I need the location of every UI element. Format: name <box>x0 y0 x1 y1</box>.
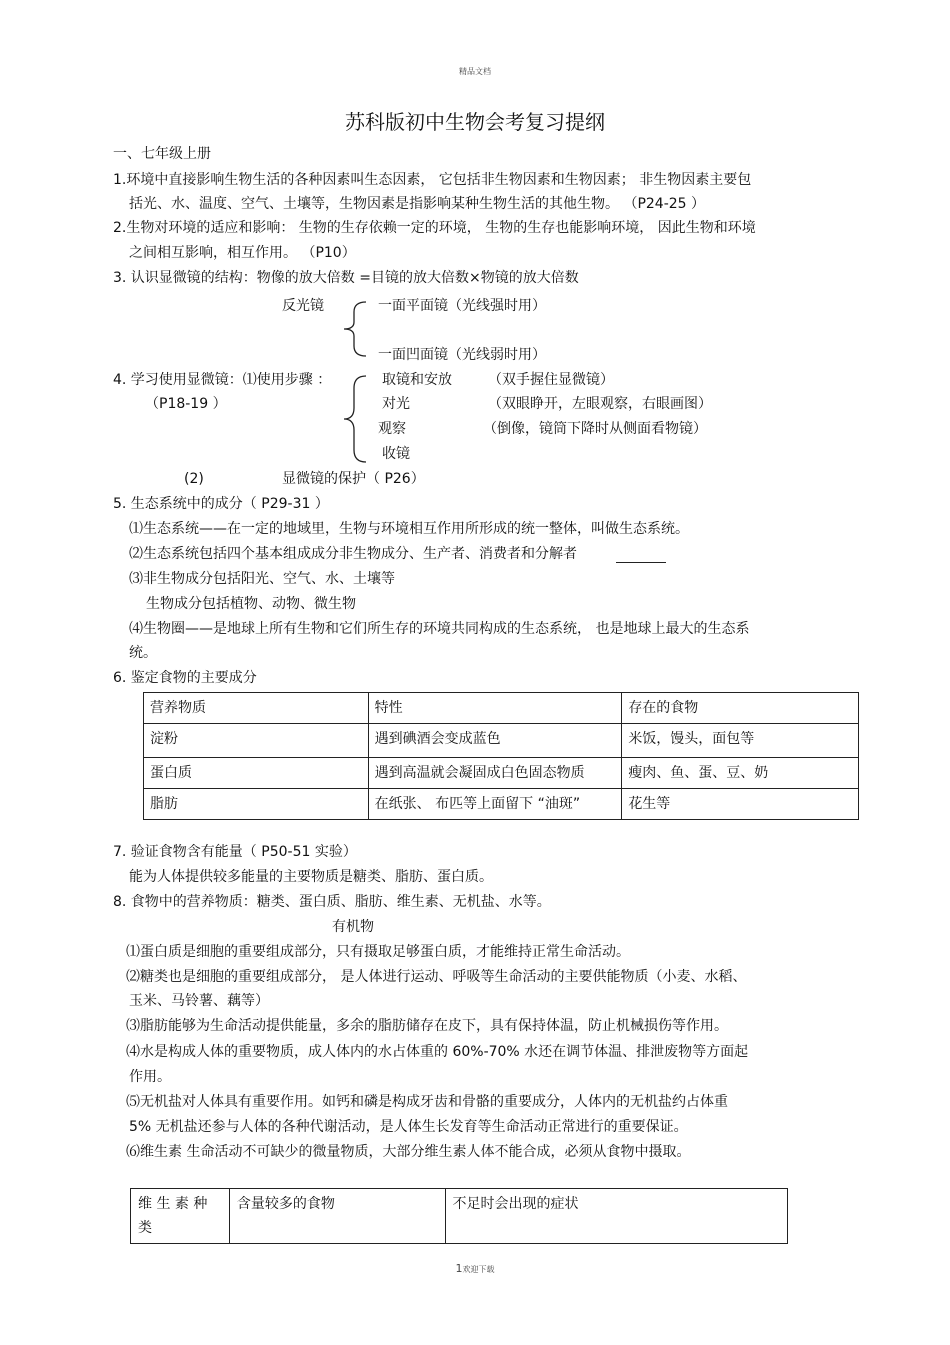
paragraph: 括光、水、温度、空气、土壤等，生物因素是指影响某种生物生活的其他生物。 （P24-25 ） <box>129 196 706 212</box>
paragraph: ⑴蛋白质是细胞的重要组成部分，只有摄取足够蛋白质，才能维持正常生命活动。 <box>126 944 630 960</box>
paragraph: 7. 验证食物含有能量（ P50-51 实验） <box>113 844 357 860</box>
brace-icon <box>340 374 370 464</box>
table-header-cell: 不足时会出现的症状 <box>445 1189 787 1244</box>
paragraph: 8. 食物中的营养物质：糖类、蛋白质、脂肪、维生素、无机盐、水等。 <box>113 894 551 910</box>
paragraph: 5. 生态系统中的成分（ P29-31 ） <box>113 496 329 512</box>
table-row <box>144 758 859 789</box>
table-row <box>144 789 859 820</box>
table-cell: 在纸张、 布匹等上面留下 “油斑” <box>368 789 622 820</box>
section-heading: 一、七年级上册 <box>113 146 211 162</box>
blank-line <box>616 562 666 563</box>
paragraph: 5% 无机盐还参与人体的各种代谢活动，是人体生长发育等生命活动正常进行的重要保证。 <box>129 1119 688 1135</box>
table-header-cell: 维 生 素 种 类 <box>131 1189 230 1244</box>
table-cell: 脂肪 <box>144 789 369 820</box>
step-note: （倒像，镜筒下降时从侧面看物镜） <box>483 421 707 437</box>
paragraph: ⑷水是构成人体的重要物质，成人体内的水占体重的 60%-70% 水还在调节体温、排泄废物等方面起 <box>126 1044 749 1060</box>
vitamin-table <box>130 1188 788 1244</box>
table-header-row <box>144 693 859 724</box>
paragraph: ⑸无机盐对人体具有重要作用。如钙和磷是构成牙齿和骨骼的重要成分，人体内的无机盐约占体重 <box>126 1094 728 1110</box>
table-header-cell: 特性 <box>368 693 622 724</box>
brace-icon <box>340 300 370 358</box>
mirror-label: 反光镜 <box>282 298 324 314</box>
mirror-concave: 一面凹面镜（光线弱时用） <box>378 347 546 363</box>
paragraph: 3. 认识显微镜的结构：物像的放大倍数 =目镜的放大倍数×物镜的放大倍数 <box>113 270 579 286</box>
table-header-cell: 营养物质 <box>144 693 369 724</box>
table-cell: 花生等 <box>622 789 859 820</box>
step-note: （双眼睁开，左眼观察，右眼画图） <box>488 396 712 412</box>
paragraph: ⑴生态系统——在一定的地域里，生物与环境相互作用所形成的统一整体，叫做生态系统。 <box>129 521 689 537</box>
paragraph: ⑶非生物成分包括阳光、空气、水、土壤等 <box>129 571 395 587</box>
step-label: 收镜 <box>382 446 410 462</box>
page-title: 苏科版初中生物会考复习提纲 <box>345 110 605 134</box>
table-cell: 米饭，馒头，面包等 <box>622 724 859 758</box>
paragraph: ⑹维生素 生命活动不可缺少的微量物质，大部分维生素人体不能合成，必须从食物中摄取。 <box>126 1144 691 1160</box>
food-test-table <box>143 692 859 820</box>
paragraph: 之间相互影响，相互作用。 （P10） <box>129 245 356 261</box>
paragraph: ⑷生物圈——是地球上所有生物和它们所生存的环境共同构成的生态系统， 也是地球上最大的生态系 <box>129 621 750 637</box>
paragraph: 1.环境中直接影响生物生活的各种因素叫生态因素， 它包括非生物因素和生物因素； 非生物因素主要包 <box>113 172 752 188</box>
step-note: （双手握住显微镜） <box>488 372 614 388</box>
step-label: 取镜和安放 <box>382 372 452 388</box>
table-cell: 瘦肉、鱼、蛋、豆、奶 <box>622 758 859 789</box>
paragraph: 4. 学习使用显微镜：⑴使用步骤 ： <box>113 372 332 388</box>
paragraph: 生物成分包括植物、动物、微生物 <box>146 596 356 612</box>
table-header-row <box>131 1189 788 1244</box>
table-header-cell: 含量较多的食物 <box>229 1189 445 1244</box>
step-label: 观察 <box>378 421 406 437</box>
paragraph: ⑵生态系统包括四个基本组成成分非生物成分、生产者、消费者和分解者 <box>129 546 577 562</box>
paragraph: 统。 <box>129 645 157 661</box>
page-header: 精品文档 <box>459 67 491 76</box>
footer-text: 欢迎下载 <box>462 1265 495 1274</box>
paragraph: 2.生物对环境的适应和影响： 生物的生存依赖一定的环境， 生物的生存也能影响环境， 因此生物和环境 <box>113 220 756 236</box>
table-cell: 遇到高温就会凝固成白色固态物质 <box>368 758 622 789</box>
table-cell: 遇到碘酒会变成蓝色 <box>368 724 622 758</box>
table-cell: 淀粉 <box>144 724 369 758</box>
table-cell: 蛋白质 <box>144 758 369 789</box>
paragraph: （P18-19 ） <box>145 396 227 412</box>
paragraph: 作用。 <box>129 1069 171 1085</box>
paragraph: 6. 鉴定食物的主要成分 <box>113 670 257 686</box>
paragraph: 玉米、马铃薯、藕等） <box>129 993 269 1009</box>
table-header-cell: 存在的食物 <box>622 693 859 724</box>
paragraph: ⑶脂肪能够为生命活动提供能量，多余的脂肪储存在皮下，具有保持体温，防止机械损伤等作用。 <box>126 1018 728 1034</box>
table-row <box>144 724 859 758</box>
paragraph: 显微镜的保护（ P26） <box>282 471 425 487</box>
paragraph: 能为人体提供较多能量的主要物质是糖类、脂肪、蛋白质。 <box>129 869 493 885</box>
step-label: 对光 <box>382 396 410 412</box>
annotation: 有机物 <box>332 919 374 935</box>
paragraph: ⑵糖类也是细胞的重要组成部分， 是人体进行运动、呼吸等生命活动的主要供能物质（小麦、水稻、 <box>126 969 747 985</box>
paragraph: (2) <box>184 471 204 487</box>
mirror-flat: 一面平面镜（光线强时用） <box>378 298 546 314</box>
page-footer <box>0 1262 950 1275</box>
page-number: 1 <box>455 1262 463 1275</box>
